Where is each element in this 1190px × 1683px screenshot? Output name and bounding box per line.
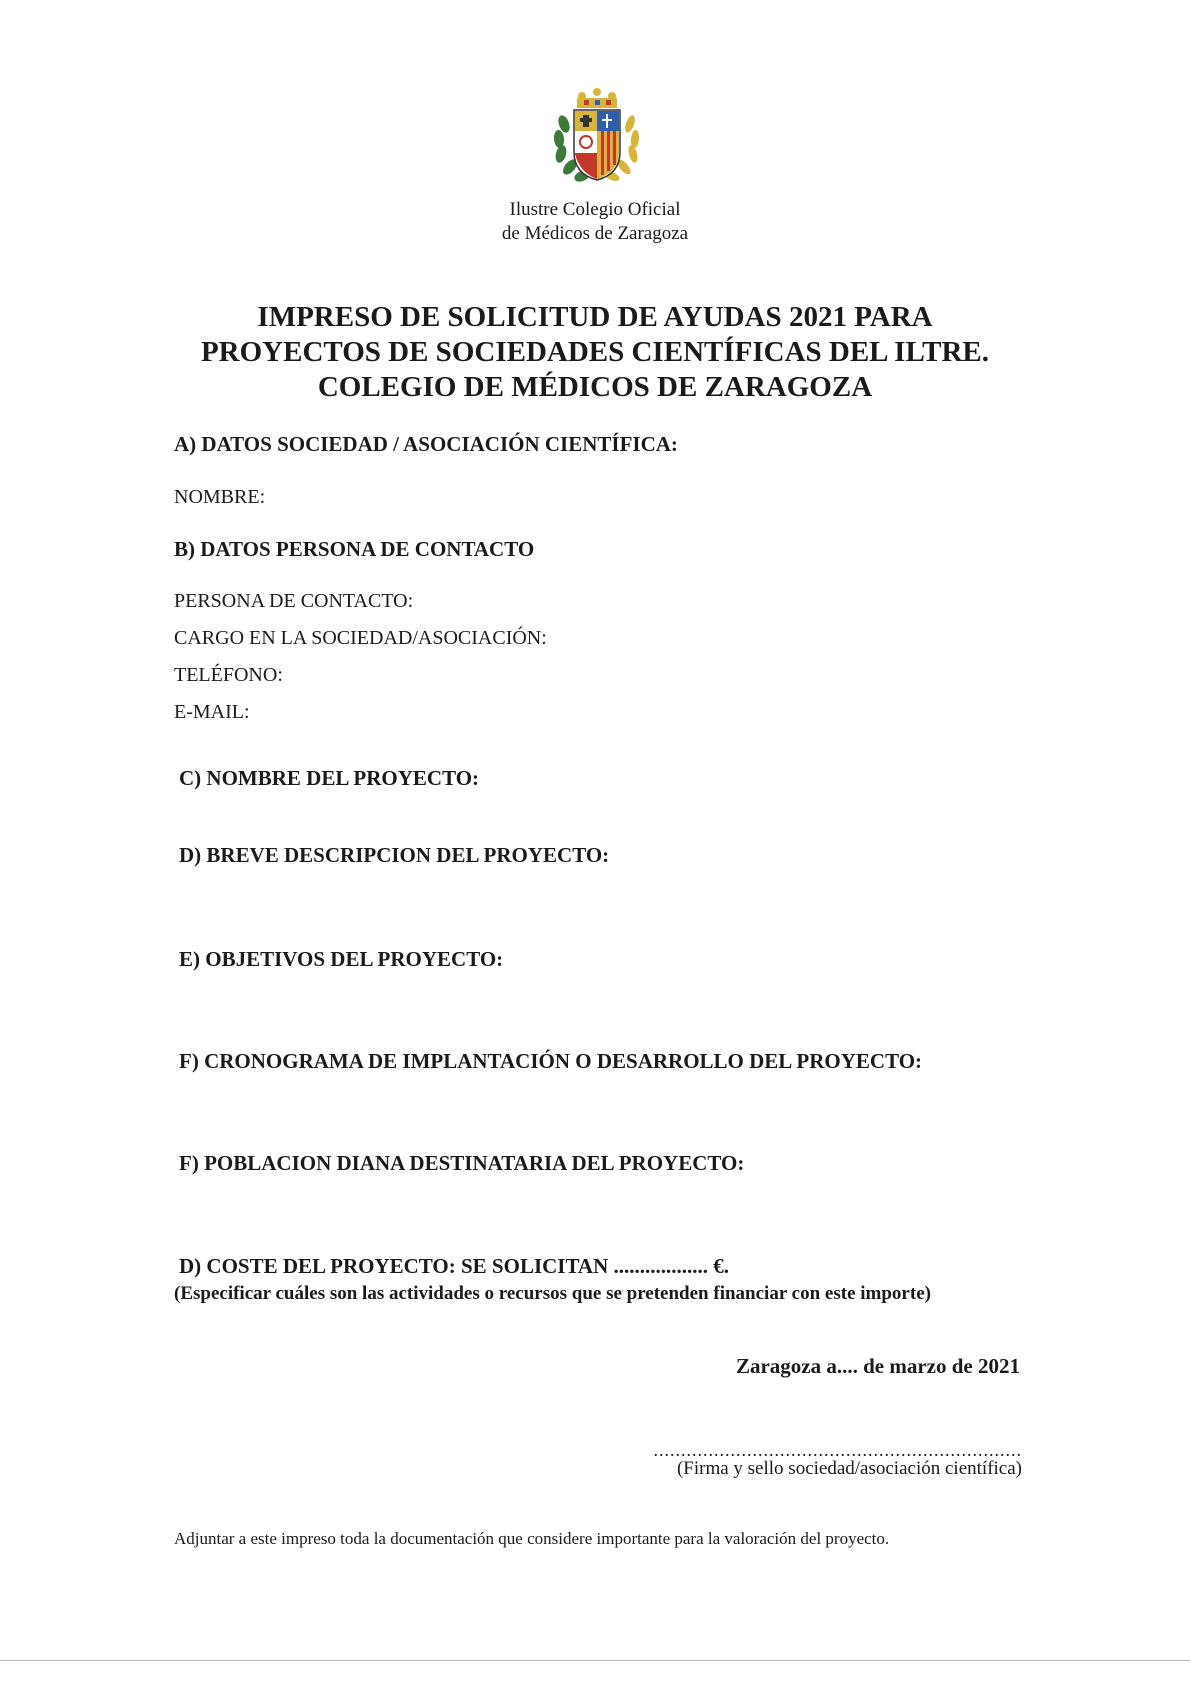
field-cargo-label: CARGO EN LA SOCIEDAD/ASOCIACIÓN: — [174, 627, 547, 649]
organization-name-line-1: Ilustre Colegio Oficial — [509, 199, 681, 220]
section-e-heading: E) OBJETIVOS DEL PROYECTO: — [179, 947, 504, 971]
title-line-2: PROYECTOS DE SOCIEDADES CIENTÍFICAS DEL ILTRE. — [200, 336, 990, 368]
page-bottom-divider — [0, 1660, 1190, 1661]
section-d-heading: D) BREVE DESCRIPCION DEL PROYECTO: — [179, 843, 610, 867]
field-persona-contacto-label: PERSONA DE CONTACTO: — [174, 590, 414, 612]
place-date: Zaragoza a.... de marzo de 2021 — [735, 1354, 1020, 1378]
college-crest-logo — [542, 84, 652, 194]
signature-dotted-line: ................................................................... — [653, 1440, 1022, 1460]
title-line-3: COLEGIO DE MÉDICOS DE ZARAGOZA — [317, 371, 873, 403]
field-nombre-label: NOMBRE: — [174, 486, 266, 508]
field-email-label: E-MAIL: — [174, 701, 250, 723]
title-line-1: IMPRESO DE SOLICITUD DE AYUDAS 2021 PARA — [257, 301, 933, 333]
section-c-heading: C) NOMBRE DEL PROYECTO: — [179, 766, 480, 790]
field-telefono-label: TELÉFONO: — [174, 664, 283, 686]
signature-caption: (Firma y sello sociedad/asociación científica) — [676, 1458, 1022, 1479]
cost-note: (Especificar cuáles son las actividades o recursos que se pretenden financiar con este importe) — [174, 1283, 931, 1304]
section-f2-heading: F) POBLACION DIANA DESTINATARIA DEL PROYECTO: — [179, 1151, 745, 1175]
document-title — [120, 300, 1070, 405]
organization-name-line-2: de Médicos de Zaragoza — [501, 223, 689, 244]
section-cost-heading: D) COSTE DEL PROYECTO: SE SOLICITAN .................. €. — [179, 1254, 729, 1278]
section-f1-heading: F) CRONOGRAMA DE IMPLANTACIÓN O DESARROLLO DEL PROYECTO: — [179, 1049, 923, 1073]
section-a-heading: A) DATOS SOCIEDAD / ASOCIACIÓN CIENTÍFICA: — [174, 432, 678, 456]
footer-note: Adjuntar a este impreso toda la documentación que considere importante para la valoración del proyecto. — [174, 1529, 890, 1548]
section-b-heading: B) DATOS PERSONA DE CONTACTO — [174, 537, 535, 561]
